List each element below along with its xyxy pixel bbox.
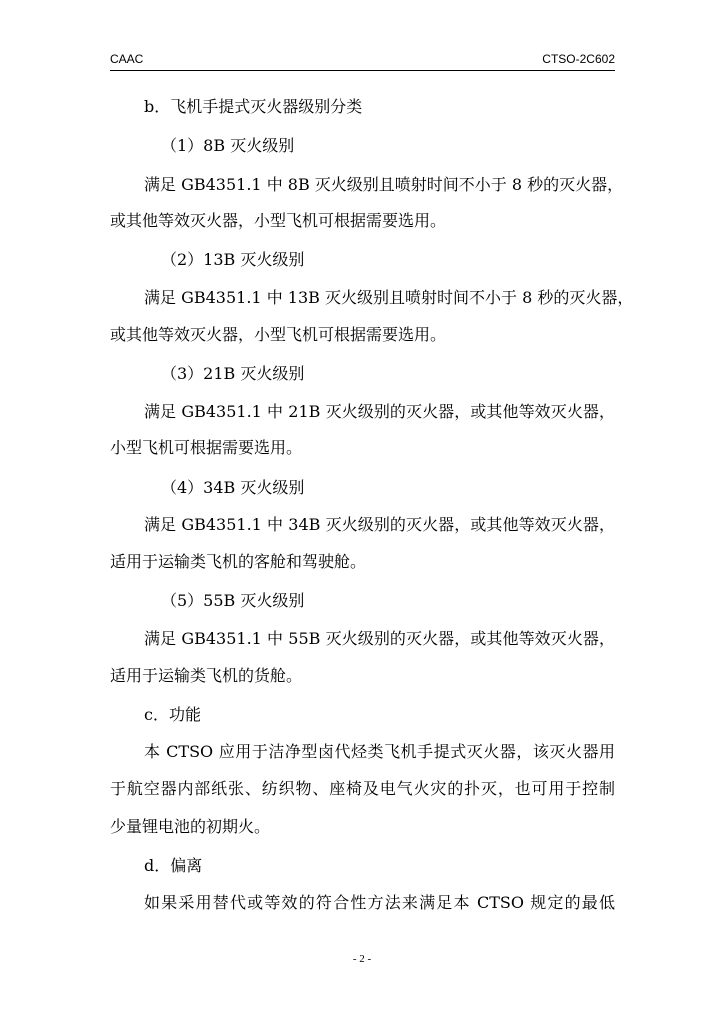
paragraph-line: 适用于运输类飞机的货舱。 <box>110 666 303 685</box>
paragraph-line: 如果采用替代或等效的符合性方法来满足本 CTSO 规定的最低 <box>144 893 615 912</box>
subheading-21b: （3）21B 灭火级别 <box>161 364 305 383</box>
page-header <box>110 52 615 71</box>
paragraph-line: 本 CTSO 应用于洁净型卤代烃类飞机手提式灭火器，该灭火器用 <box>144 742 615 761</box>
header-doc-number: CTSO-2C602 <box>542 52 615 66</box>
subheading-8b: （1）8B 灭火级别 <box>161 136 295 155</box>
section-heading-c: c．功能 <box>144 705 201 724</box>
paragraph-line: 满足 GB4351.1 中 21B 灭火级别的灭火器，或其他等效灭火器， <box>144 402 615 421</box>
subheading-34b: （4）34B 灭火级别 <box>161 478 305 497</box>
paragraph-line: 满足 GB4351.1 中 13B 灭火级别且喷射时间不小于 8 秒的灭火器， <box>144 288 634 307</box>
header-org: CAAC <box>110 52 144 66</box>
subheading-13b: （2）13B 灭火级别 <box>161 250 305 269</box>
paragraph-line: 或其他等效灭火器，小型飞机可根据需要选用。 <box>110 325 447 344</box>
paragraph-line: 或其他等效灭火器，小型飞机可根据需要选用。 <box>110 211 447 230</box>
paragraph-line: 于航空器内部纸张、纺织物、座椅及电气火灾的扑灭，也可用于控制 <box>110 779 615 798</box>
paragraph-line: 适用于运输类飞机的客舱和驾驶舱。 <box>110 552 367 571</box>
subheading-55b: （5）55B 灭火级别 <box>161 591 305 610</box>
section-heading-b: b．飞机手提式灭火器级别分类 <box>144 97 363 116</box>
paragraph-line: 小型飞机可根据需要选用。 <box>110 438 303 457</box>
section-heading-d: d．偏离 <box>144 856 203 875</box>
paragraph-line: 满足 GB4351.1 中 55B 灭火级别的灭火器，或其他等效灭火器， <box>144 629 615 648</box>
page-number: - 2 - <box>352 953 372 965</box>
paragraph-line: 少量锂电池的初期火。 <box>110 817 271 836</box>
paragraph-line: 满足 GB4351.1 中 34B 灭火级别的灭火器，或其他等效灭火器， <box>144 515 615 534</box>
paragraph-line: 满足 GB4351.1 中 8B 灭火级别且喷射时间不小于 8 秒的灭火器， <box>144 175 624 194</box>
